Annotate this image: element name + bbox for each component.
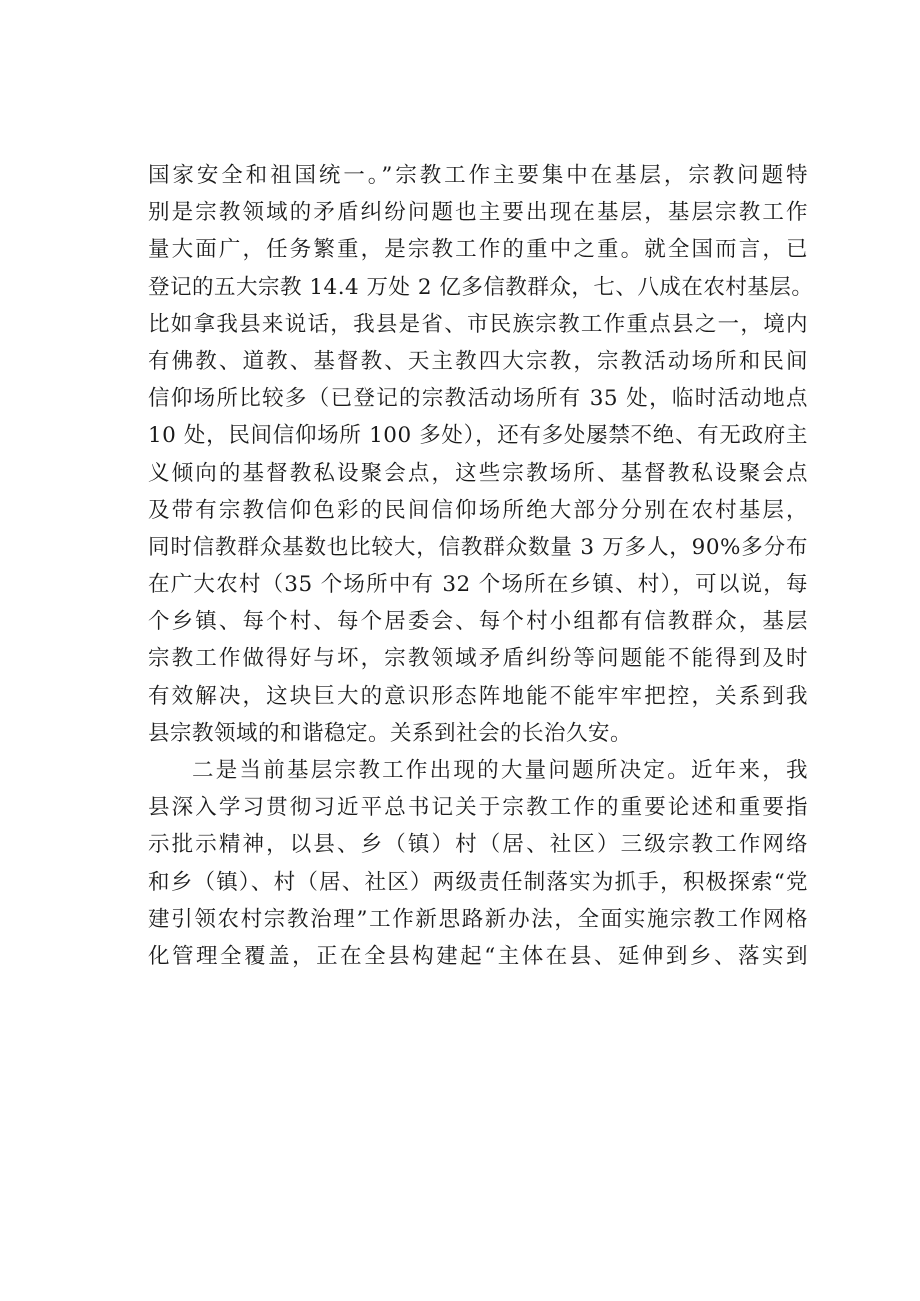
text-line: 有佛教、道教、基督教、天主教四大宗教，宗教活动场所和民间 bbox=[148, 348, 808, 374]
text-line: 在广大农村（35 个场所中有 32 个场所在乡镇、村），可以说，每 bbox=[148, 572, 808, 598]
text-line: 化管理全覆盖，正在全县构建起“主体在县、延伸到乡、落实到 bbox=[148, 943, 808, 969]
text-line: 信仰场所比较多（已登记的宗教活动场所有 35 处，临时活动地点 bbox=[148, 386, 808, 412]
text-line: 国家安全和祖国统一。”宗教工作主要集中在基层，宗教问题特 bbox=[148, 163, 808, 188]
body-text bbox=[148, 157, 814, 975]
text-line: 别是宗教领域的矛盾纠纷问题也主要出现在基层，基层宗教工作 bbox=[148, 200, 808, 226]
text-line: 个乡镇、每个村、每个居委会、每个村小组都有信教群众，基层 bbox=[148, 609, 808, 635]
text-line: 有效解决，这块巨大的意识形态阵地能不能牢牢把控，关系到我 bbox=[148, 683, 808, 709]
text-line: 及带有宗教信仰色彩的民间信仰场所绝大部分分别在农村基层， bbox=[148, 497, 808, 523]
text-line: 量大面广，任务繁重，是宗教工作的重中之重。就全国而言，已 bbox=[148, 237, 808, 263]
text-line: 义倾向的基督教私设聚会点，这些宗教场所、基督教私设聚会点 bbox=[148, 460, 808, 486]
text-line: 10 处，民间信仰场所 100 多处），还有多处屡禁不绝、有无政府主 bbox=[148, 423, 808, 449]
text-line: 和乡（镇）、村（居、社区）两级责任制落实为抓手，积极探索“党 bbox=[148, 869, 808, 895]
text-line: 宗教工作做得好与坏，宗教领域矛盾纠纷等问题能不能得到及时 bbox=[148, 646, 808, 672]
text-line: 登记的五大宗教 14.4 万处 2 亿多信教群众，七、八成在农村基层。 bbox=[148, 274, 814, 300]
text-line: 比如拿我县来说话，我县是省、市民族宗教工作重点县之一，境内 bbox=[148, 311, 808, 337]
text-line: 县深入学习贯彻习近平总书记关于宗教工作的重要论述和重要指 bbox=[148, 795, 808, 821]
text-line: 示批示精神，以县、乡（镇）村（居、社区）三级宗教工作网络 bbox=[148, 832, 808, 858]
text-line: 同时信教群众基数也比较大，信教群众数量 3 万多人，90%多分布 bbox=[148, 534, 808, 560]
text-line-paragraph-end: 县宗教领域的和谐稳定。关系到社会的长治久安。 bbox=[148, 720, 633, 746]
text-line-paragraph-start: 二是当前基层宗教工作出现的大量问题所决定。近年来，我 bbox=[192, 758, 808, 783]
text-line: 建引领农村宗教治理”工作新思路新办法，全面实施宗教工作网格 bbox=[148, 906, 808, 932]
